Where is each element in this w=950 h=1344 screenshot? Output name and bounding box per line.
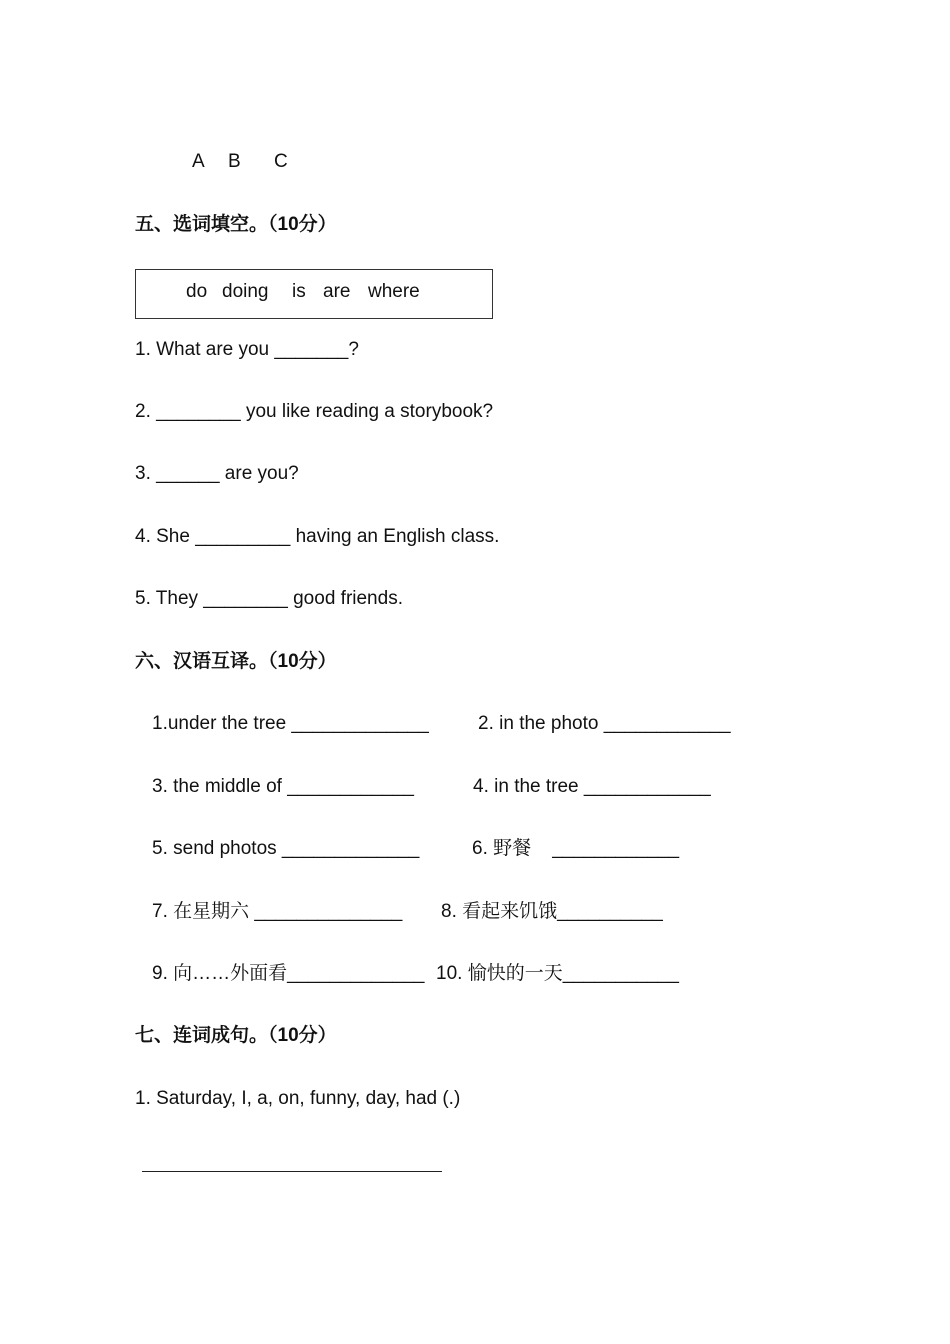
- translation-item: 6. 野餐 ____________: [472, 838, 680, 859]
- section5-heading: 五、选词填空。（10分）: [135, 214, 337, 235]
- translation-item: 9. 向……外面看_____________: [152, 963, 425, 984]
- translation-item: 1.under the tree _____________: [152, 713, 429, 734]
- word-bank-item: do: [186, 281, 208, 302]
- option-a: A: [192, 151, 205, 172]
- translation-item: 2. in the photo ____________: [478, 713, 731, 734]
- word-bank-box: [135, 269, 493, 319]
- section5-question: 3. ______ are you?: [135, 463, 299, 484]
- word-bank-item: where: [368, 281, 420, 302]
- translation-item: 8. 看起来饥饿__________: [441, 901, 663, 922]
- word-bank-item: is: [292, 281, 306, 302]
- word-bank-item: are: [323, 281, 351, 302]
- answer-line: [142, 1171, 442, 1172]
- section7-question: 1. Saturday, I, a, on, funny, day, had (.): [135, 1088, 461, 1109]
- translation-item: 5. send photos _____________: [152, 838, 420, 859]
- option-c: C: [274, 151, 288, 172]
- section5-question: 4. She _________ having an English class.: [135, 526, 500, 547]
- translation-item: 3. the middle of ____________: [152, 776, 414, 797]
- section7-heading: 七、连词成句。（10分）: [135, 1025, 337, 1046]
- word-bank-item: doing: [222, 281, 269, 302]
- option-b: B: [228, 151, 241, 172]
- section5-question: 5. They ________ good friends.: [135, 588, 403, 609]
- section5-question: 2. ________ you like reading a storybook?: [135, 401, 494, 422]
- section5-question: 1. What are you _______?: [135, 339, 359, 360]
- translation-item: 4. in the tree ____________: [473, 776, 711, 797]
- translation-item: 10. 愉快的一天___________: [436, 963, 679, 984]
- section6-heading: 六、汉语互译。（10分）: [135, 651, 337, 672]
- translation-item: 7. 在星期六 ______________: [152, 901, 403, 922]
